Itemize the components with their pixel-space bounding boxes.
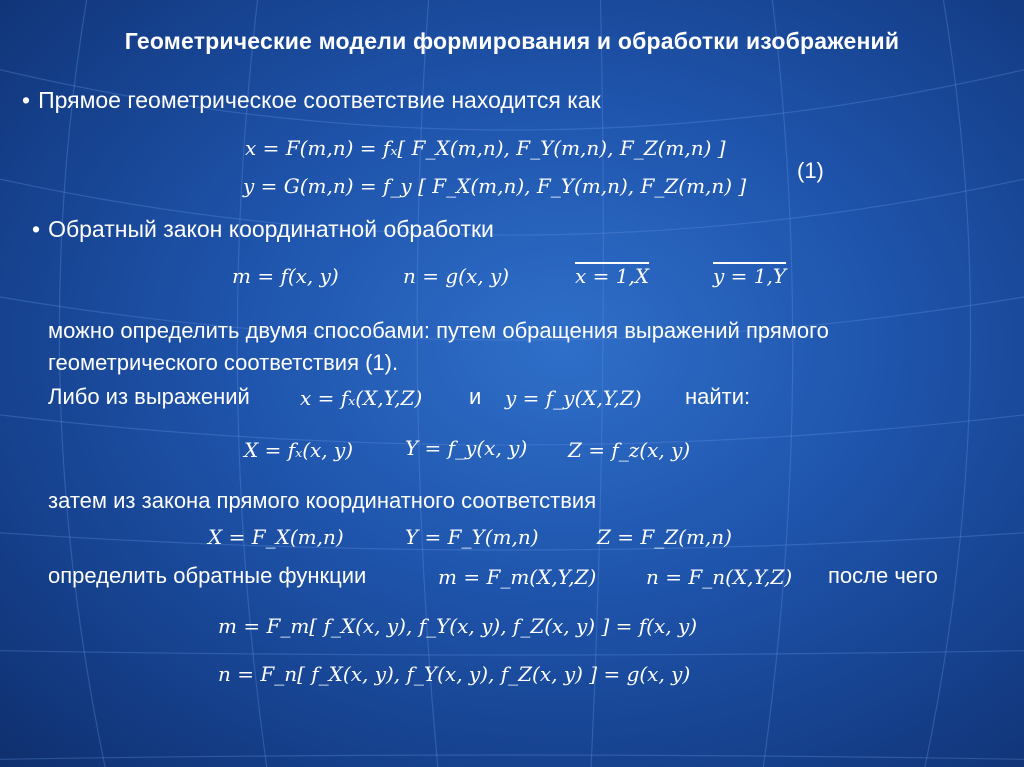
phrase-after-which: после чего xyxy=(828,563,938,588)
equation-number: (1) xyxy=(797,158,824,183)
word-find: найти: xyxy=(685,384,751,409)
equation-m-inverse: m = f(x, y) xyxy=(232,264,339,288)
equation-y-range: y = 1,Y xyxy=(713,264,787,288)
equation-x-direct: x = F(m,n) = fₓ[ F_X(m,n), F_Y(m,n), F_Z(m,n) ] xyxy=(245,136,726,160)
equation-x-fx: x = fₓ(X,Y,Z) xyxy=(300,386,423,410)
equation-Y-Fy: Y = F_Y(m,n) xyxy=(405,525,539,549)
paragraph-from-expressions: Либо из выражений xyxy=(48,384,250,409)
equation-Y-fy: Y = f_y(x, y) xyxy=(405,436,528,460)
paragraph-inverse-functions: определить обратные функции xyxy=(48,563,367,588)
equation-X-fx: X = fₓ(x, y) xyxy=(244,438,354,462)
bullet-direct-correspondence: • Прямое геометрическое соответствие находится как xyxy=(22,85,601,115)
conjunction-and: и xyxy=(469,384,482,409)
equation-final-n: n = F_n[ f_X(x, y), f_Y(x, y), f_Z(x, y) ] = g(x, y) xyxy=(218,662,691,686)
paragraph-direct-law: затем из закона прямого координатного соответствия xyxy=(48,488,597,513)
bullet-inverse-law: • Обратный закон координатной обработки xyxy=(32,214,494,244)
paragraph-two-ways-line1: можно определить двумя способами: путем обращения выражений прямого xyxy=(48,318,829,343)
equation-X-Fx: X = F_X(m,n) xyxy=(208,525,344,549)
equation-Z-fz: Z = f_z(x, y) xyxy=(568,438,691,462)
equation-n-Fn: n = F_n(X,Y,Z) xyxy=(646,565,793,589)
equation-Z-Fz: Z = F_Z(m,n) xyxy=(597,525,732,549)
slide-title: Геометрические модели формирования и обработки изображений xyxy=(124,28,900,54)
equation-y-direct: y = G(m,n) = f_y [ F_X(m,n), F_Y(m,n), F_Z(m,n) ] xyxy=(243,174,747,198)
equation-m-Fm: m = F_m(X,Y,Z) xyxy=(438,565,597,589)
paragraph-two-ways-line2: геометрического соответствия (1). xyxy=(48,350,399,375)
equation-y-fy: y = f_y(X,Y,Z) xyxy=(505,386,642,410)
equation-x-range: x = 1,X xyxy=(575,264,650,288)
equation-n-inverse: n = g(x, y) xyxy=(403,264,510,288)
equation-final-m: m = F_m[ f_X(x, y), f_Y(x, y), f_Z(x, y) ] = f(x, y) xyxy=(218,614,698,638)
